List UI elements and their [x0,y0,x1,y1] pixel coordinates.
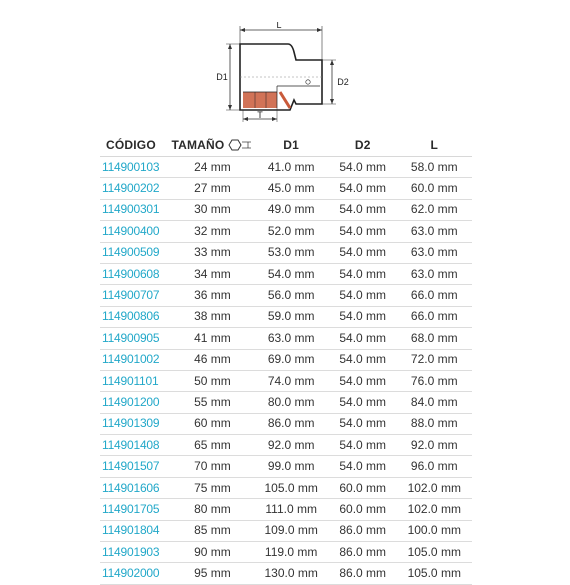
cell-d2: 86.0 mm [329,542,397,563]
cell-code: 114901309 [100,413,171,434]
cell-l: 76.0 mm [397,370,472,391]
cell-code: 114901507 [100,456,171,477]
cell-code: 114901200 [100,392,171,413]
cell-d2: 54.0 mm [329,392,397,413]
cell-d1: 41.0 mm [253,157,328,178]
cell-code: 114901705 [100,499,171,520]
cell-l: 105.0 mm [397,542,472,563]
cell-d2: 54.0 mm [329,456,397,477]
cell-d1: 54.0 mm [253,263,328,284]
cell-code: 114901408 [100,435,171,456]
table-header-row [100,134,472,157]
cell-d1: 99.0 mm [253,456,328,477]
cell-d2: 54.0 mm [329,263,397,284]
cell-code: 114901903 [100,542,171,563]
table-row [100,306,472,327]
cell-d2: 54.0 mm [329,413,397,434]
cell-size: 46 mm [171,349,253,370]
cell-code: 114902000 [100,563,171,584]
table-body [100,157,472,585]
header-size [171,134,253,157]
cell-l: 66.0 mm [397,306,472,327]
cell-size: 27 mm [171,178,253,199]
cell-l: 96.0 mm [397,456,472,477]
cell-code: 114901002 [100,349,171,370]
header-code: CÓDIGO [100,134,171,157]
header-l: L [397,134,472,157]
cell-size: 70 mm [171,456,253,477]
cell-size: 95 mm [171,563,253,584]
cell-code: 114900905 [100,328,171,349]
cell-l: 62.0 mm [397,199,472,220]
hexagon-socket-icon [227,138,253,152]
cell-size: 33 mm [171,242,253,263]
label-T: T [257,110,263,120]
cell-d1: 63.0 mm [253,328,328,349]
cell-code: 114900400 [100,221,171,242]
cell-d1: 74.0 mm [253,370,328,391]
cell-l: 66.0 mm [397,285,472,306]
cell-l: 100.0 mm [397,520,472,541]
cell-size: 85 mm [171,520,253,541]
cell-l: 63.0 mm [397,242,472,263]
cell-size: 75 mm [171,477,253,498]
cell-d2: 86.0 mm [329,563,397,584]
cell-d2: 54.0 mm [329,370,397,391]
cell-code: 114900103 [100,157,171,178]
cell-d2: 54.0 mm [329,435,397,456]
cell-d2: 54.0 mm [329,328,397,349]
cell-size: 50 mm [171,370,253,391]
cell-size: 41 mm [171,328,253,349]
cell-l: 84.0 mm [397,392,472,413]
table-row [100,392,472,413]
table-row [100,435,472,456]
cell-l: 63.0 mm [397,263,472,284]
cell-l: 102.0 mm [397,477,472,498]
cell-size: 34 mm [171,263,253,284]
cell-d1: 80.0 mm [253,392,328,413]
table-row [100,520,472,541]
cell-d1: 92.0 mm [253,435,328,456]
header-d1: D1 [253,134,328,157]
cell-d2: 60.0 mm [329,499,397,520]
cell-size: 36 mm [171,285,253,306]
cell-l: 105.0 mm [397,563,472,584]
cell-d2: 54.0 mm [329,242,397,263]
cell-l: 63.0 mm [397,221,472,242]
table-row [100,413,472,434]
table-row [100,157,472,178]
cell-size: 90 mm [171,542,253,563]
table-row [100,477,472,498]
cell-d1: 59.0 mm [253,306,328,327]
cell-size: 32 mm [171,221,253,242]
cell-l: 72.0 mm [397,349,472,370]
cell-d2: 54.0 mm [329,221,397,242]
cell-l: 58.0 mm [397,157,472,178]
table-row [100,499,472,520]
cell-l: 92.0 mm [397,435,472,456]
socket-spec-table [100,134,472,585]
cell-d1: 69.0 mm [253,349,328,370]
cell-code: 114900608 [100,263,171,284]
cell-d1: 52.0 mm [253,221,328,242]
cell-d1: 130.0 mm [253,563,328,584]
table-row [100,221,472,242]
cell-d1: 105.0 mm [253,477,328,498]
cell-l: 68.0 mm [397,328,472,349]
header-size-label: TAMAÑO [171,138,225,152]
cell-d2: 54.0 mm [329,178,397,199]
table-row [100,542,472,563]
table-row [100,563,472,584]
cell-d1: 119.0 mm [253,542,328,563]
cell-code: 114900301 [100,199,171,220]
cell-size: 80 mm [171,499,253,520]
cell-d2: 54.0 mm [329,349,397,370]
cell-size: 55 mm [171,392,253,413]
cell-d1: 111.0 mm [253,499,328,520]
table-row [100,328,472,349]
cell-code: 114901101 [100,370,171,391]
cell-size: 38 mm [171,306,253,327]
header-d2: D2 [329,134,397,157]
cell-code: 114901606 [100,477,171,498]
cell-l: 60.0 mm [397,178,472,199]
socket-drawing [210,22,370,132]
cell-d2: 54.0 mm [329,285,397,306]
cell-l: 102.0 mm [397,499,472,520]
cell-size: 65 mm [171,435,253,456]
table-row [100,242,472,263]
cell-l: 88.0 mm [397,413,472,434]
cell-d1: 56.0 mm [253,285,328,306]
label-D1: D1 [216,72,228,82]
cell-d2: 60.0 mm [329,477,397,498]
table-row [100,370,472,391]
cell-size: 60 mm [171,413,253,434]
socket-dimension-diagram [210,22,370,132]
cell-code: 114900202 [100,178,171,199]
cell-code: 114901804 [100,520,171,541]
cell-d2: 54.0 mm [329,306,397,327]
label-D2: D2 [337,77,349,87]
cell-d1: 53.0 mm [253,242,328,263]
table-row [100,199,472,220]
cell-d1: 49.0 mm [253,199,328,220]
label-L: L [276,22,282,30]
table-row [100,349,472,370]
table-row [100,285,472,306]
cell-size: 24 mm [171,157,253,178]
cell-d1: 109.0 mm [253,520,328,541]
cell-code: 114900806 [100,306,171,327]
cell-d1: 86.0 mm [253,413,328,434]
cell-d2: 54.0 mm [329,157,397,178]
cell-code: 114900509 [100,242,171,263]
table-row [100,263,472,284]
cell-code: 114900707 [100,285,171,306]
cell-d2: 86.0 mm [329,520,397,541]
table-row [100,178,472,199]
cell-d1: 45.0 mm [253,178,328,199]
table-row [100,456,472,477]
cell-size: 30 mm [171,199,253,220]
cell-d2: 54.0 mm [329,199,397,220]
